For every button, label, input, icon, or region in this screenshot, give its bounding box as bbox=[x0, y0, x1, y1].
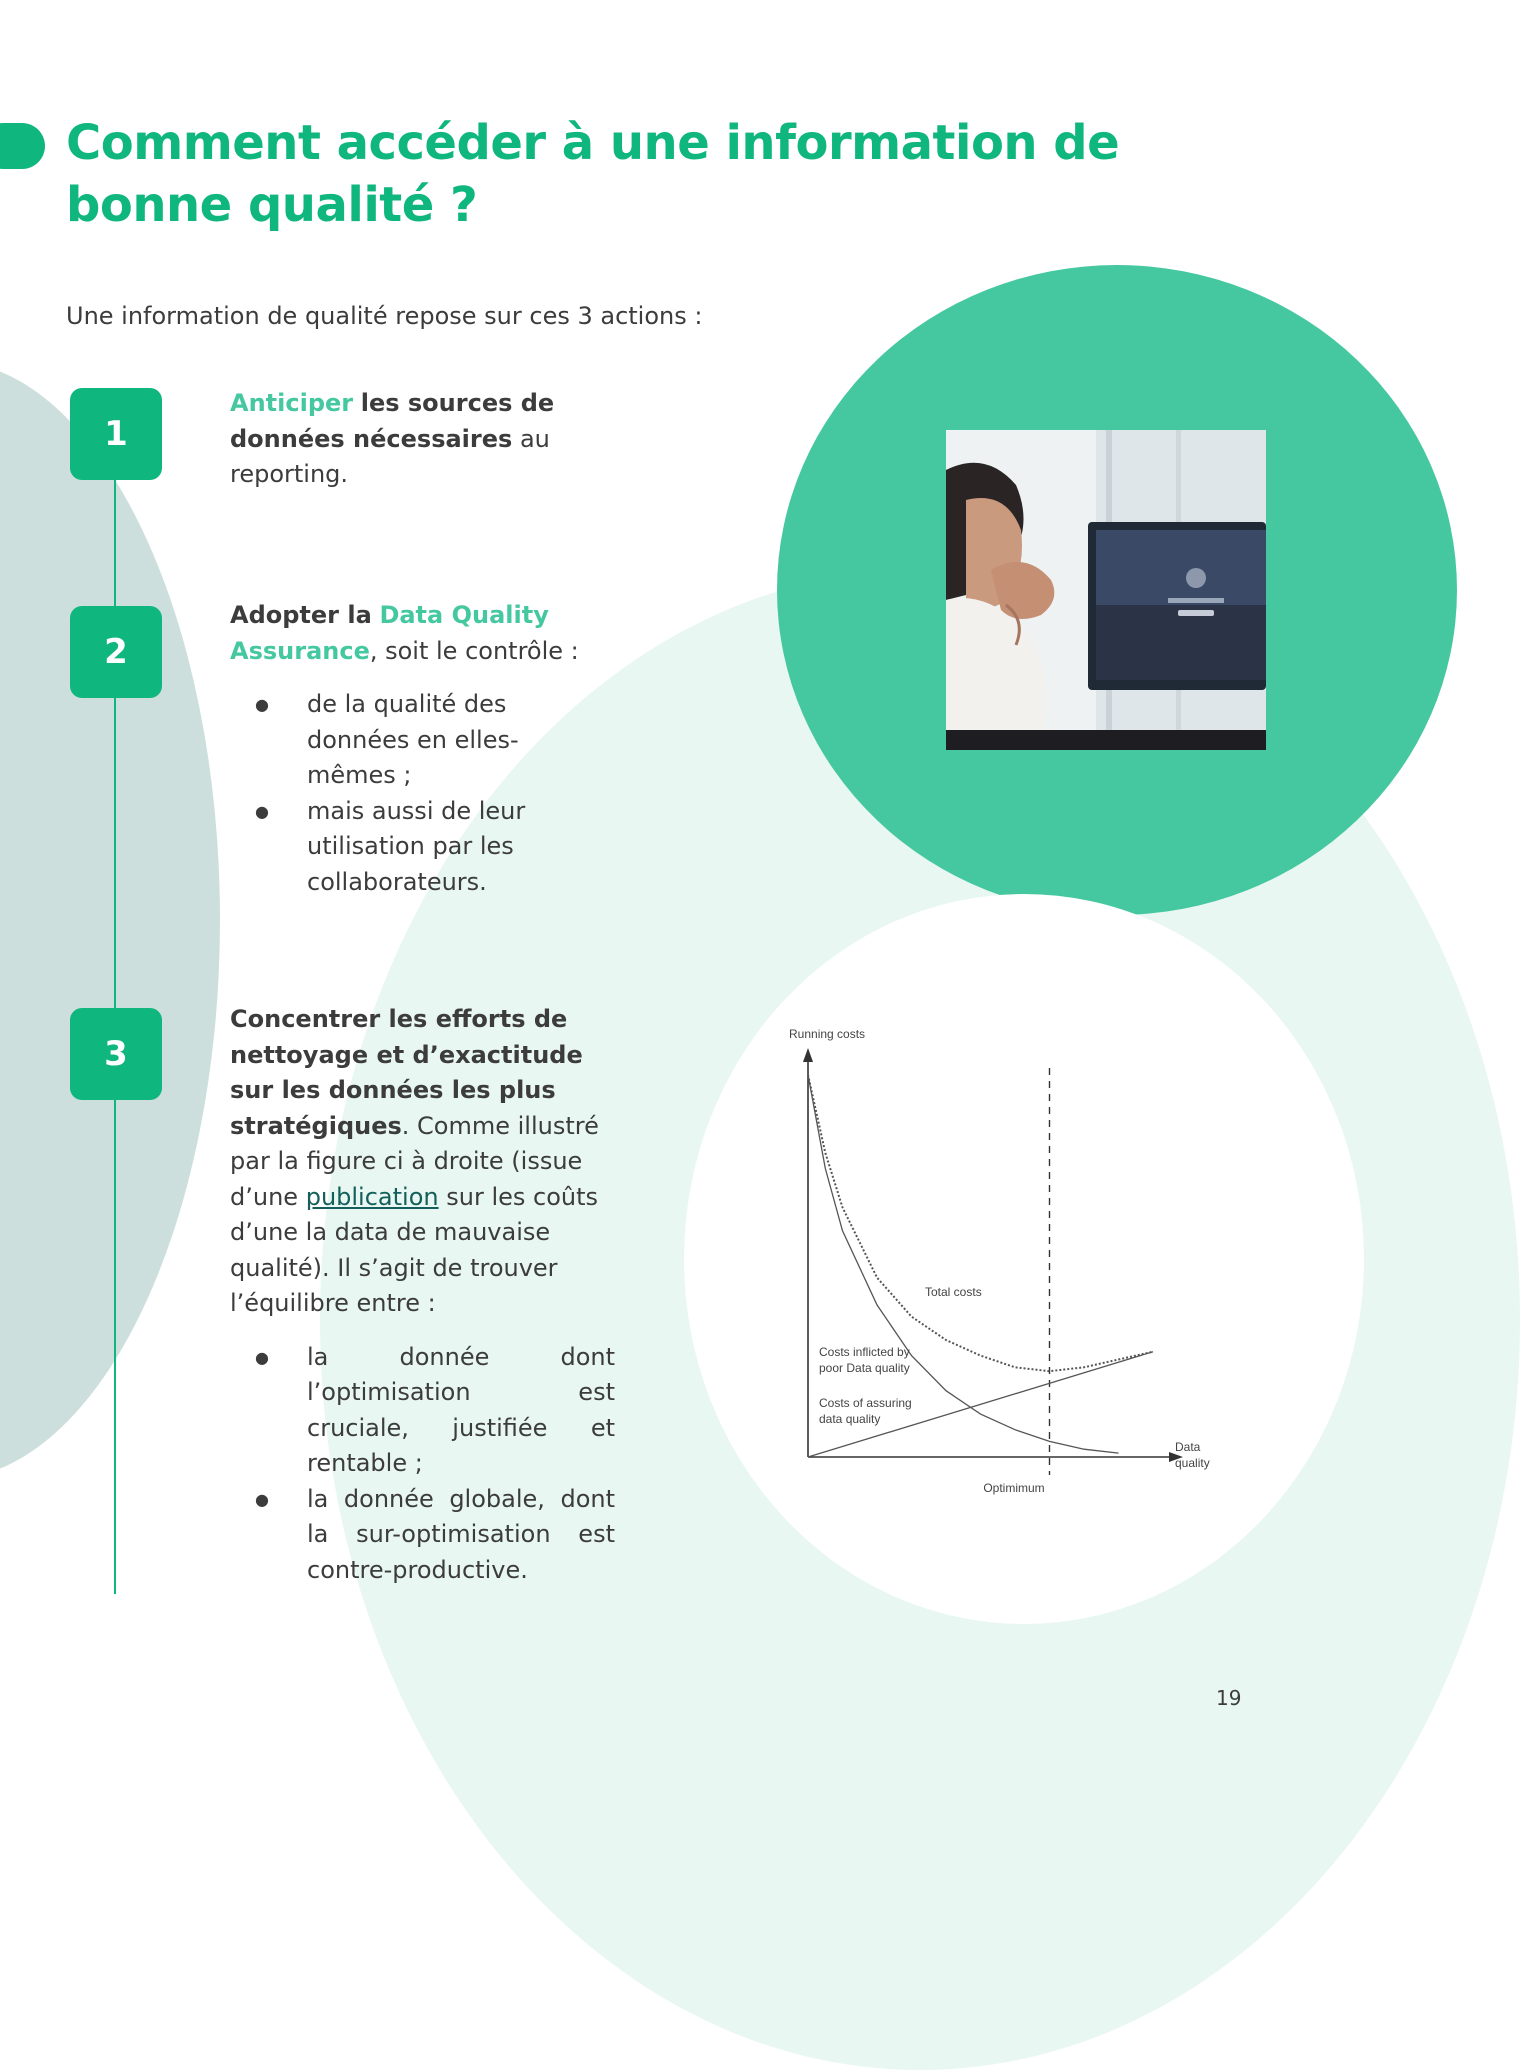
background-circle-grey bbox=[0, 360, 220, 1480]
chart-marks bbox=[803, 1048, 1183, 1475]
list-item: ● mais aussi de leur utilisation par les collaborateurs. bbox=[307, 794, 552, 901]
chart-series-line-0 bbox=[808, 1075, 1153, 1371]
step-2-badge: 2 bbox=[70, 606, 162, 698]
step-3-bullet-list bbox=[230, 1340, 615, 1589]
chart-series-label-poor-quality-line-2: poor Data quality bbox=[819, 1361, 910, 1375]
chart-optimum-label: Optimimum bbox=[983, 1481, 1045, 1495]
step-2-lead: Adopter la bbox=[230, 601, 372, 629]
page-number: 19 bbox=[1216, 1686, 1242, 1710]
step-1-rest: au reporting. bbox=[230, 424, 550, 488]
page-title: Comment accéder à une information de bonne qualité ? bbox=[66, 115, 1120, 233]
chart-y-axis-arrow bbox=[803, 1048, 813, 1062]
intro-text: Une information de qualité repose sur ces 3 actions : bbox=[66, 302, 703, 330]
step-2-bullet-list bbox=[230, 687, 552, 900]
step-2-rest: , soit le contrôle : bbox=[369, 636, 579, 665]
list-item: ● de la qualité des données en elles-mêmes ; bbox=[307, 687, 552, 794]
publication-link[interactable]: publication bbox=[305, 1182, 439, 1211]
cost-quality-chart bbox=[775, 1020, 1210, 1520]
office-worker-photo bbox=[946, 430, 1266, 750]
chart-series-label-assuring-line-1: Costs of assuring bbox=[819, 1396, 912, 1410]
chart-series-label-assuring-line-2: data quality bbox=[819, 1412, 881, 1426]
chart-x-axis-label-line-2: quality bbox=[1175, 1456, 1210, 1470]
chart-series-label-total-costs: Total costs bbox=[925, 1285, 982, 1299]
title-accent-tab bbox=[0, 123, 45, 169]
step-3-bold: Concentrer les efforts de nettoyage et d’exactitude sur les données les plus stratégiques bbox=[230, 1005, 583, 1140]
office-photo-illustration bbox=[946, 430, 1266, 750]
step-3-badge: 3 bbox=[70, 1008, 162, 1100]
list-item: ● la donnée dont l’optimisation est cruciale, justifiée et rentable ; bbox=[307, 1340, 615, 1482]
step-1-badge: 1 bbox=[70, 388, 162, 480]
step-3-text-before-link: . Comme illustré par la figure ci à droite (issue d’une bbox=[230, 1111, 599, 1211]
step-2-text bbox=[230, 598, 590, 900]
chart-series-label-poor-quality-line-1: Costs inflicted by bbox=[819, 1345, 910, 1359]
list-item: ● la donnée globale, dont la sur-optimisation est contre-productive. bbox=[307, 1482, 615, 1589]
chart-x-axis-label-line-1: Data bbox=[1175, 1440, 1201, 1454]
step-2-highlight: Data Quality Assurance bbox=[230, 601, 549, 665]
step-1-bold: les sources de données nécessaires bbox=[230, 389, 555, 453]
chart-y-axis-label: Running costs bbox=[789, 1027, 866, 1041]
step-1-highlight: Anticiper bbox=[230, 389, 354, 417]
step-3-text bbox=[230, 1002, 615, 1588]
step-3-text-after-link: sur les coûts d’une la data de mauvaise qualité). Il s’agit de trouver l’équilibre entre : bbox=[230, 1182, 599, 1317]
step-1-text bbox=[230, 386, 590, 493]
